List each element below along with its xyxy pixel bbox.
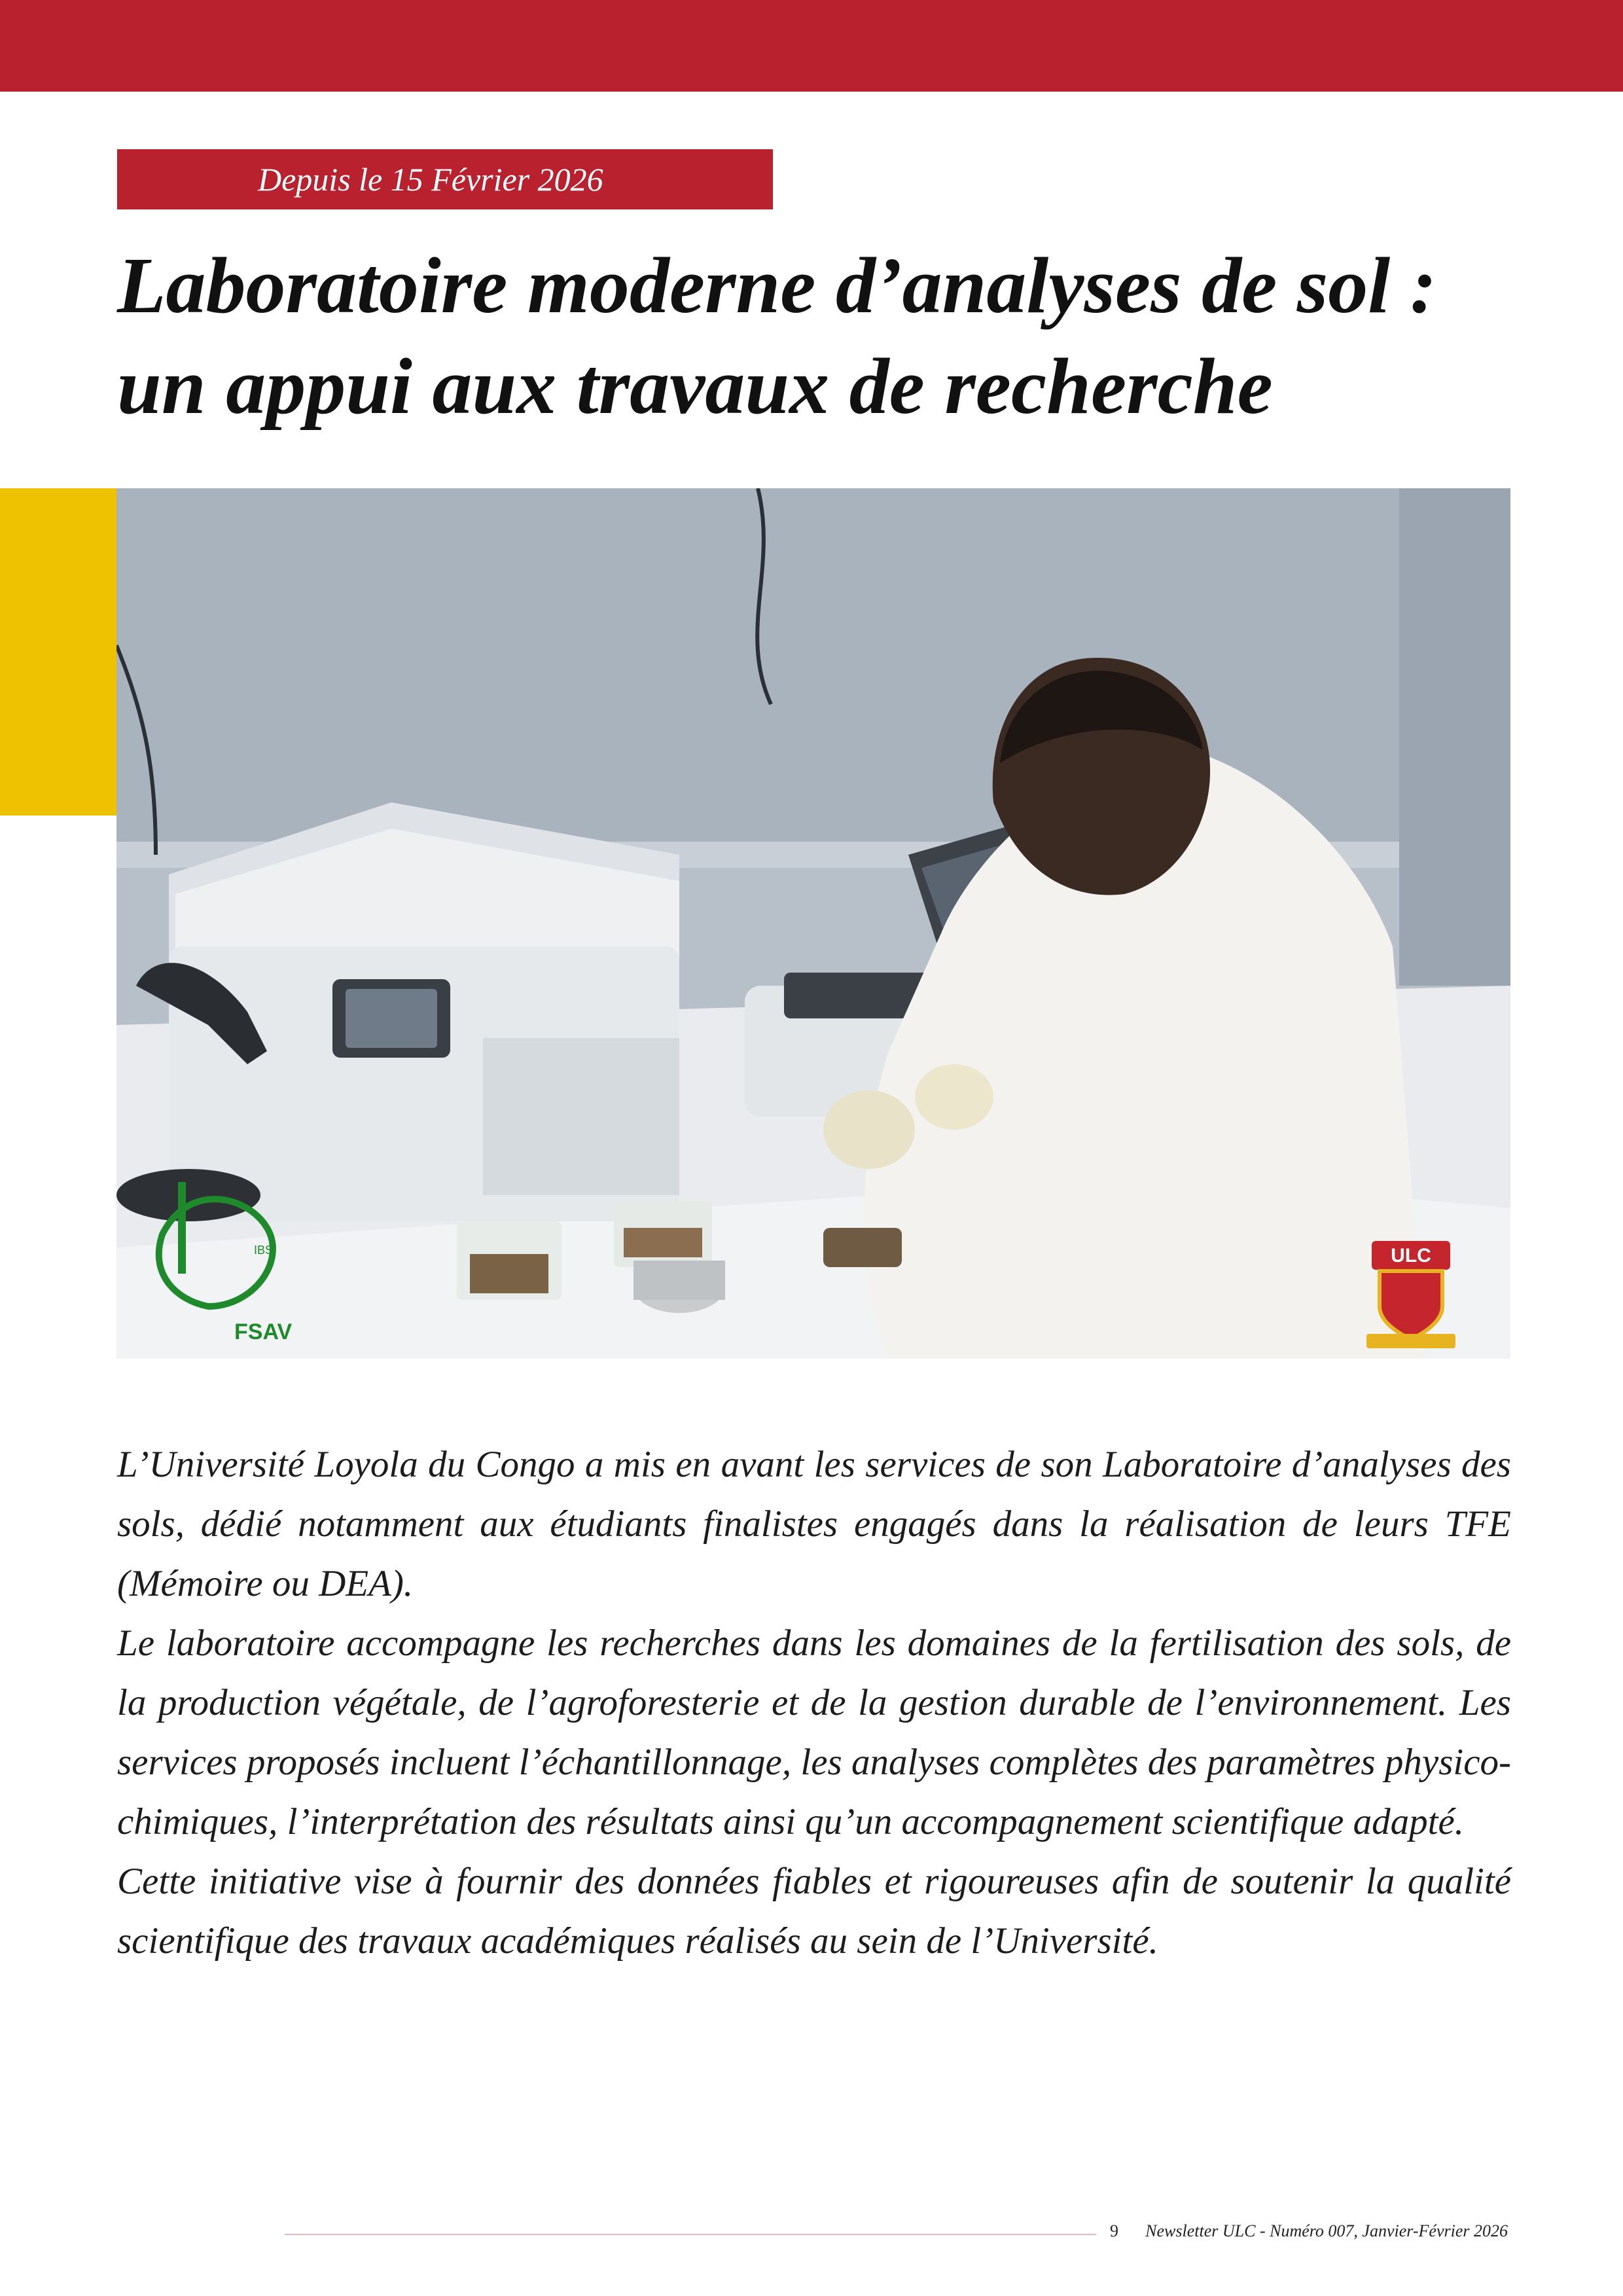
ibs-logo-text: IBS — [254, 1244, 274, 1257]
date-tag: Depuis le 15 Février 2026 — [117, 149, 773, 209]
article-title-line-2: un appui aux travaux de recherche — [117, 342, 1273, 431]
top-red-band — [0, 0, 1623, 92]
article-paragraph-2: Le laboratoire accompagne les recherches dans les domaines de la fertilisation des sols, de la production végétale, de l’agroforesterie et de la gestion durable de l’environnement. Les services proposés incluent l’échantillonnage, les analyses complètes des paramètres physico-chimiques, l’interprétation des résultats ainsi qu’un accompagnement scientifique adapté. — [117, 1623, 1511, 1842]
fsav-logo-text: FSAV — [234, 1319, 293, 1344]
article-body — [117, 1435, 1511, 1971]
yellow-accent-bar — [0, 488, 116, 816]
footer-divider — [285, 2234, 1096, 2235]
article-title — [117, 236, 1524, 437]
lab-photo — [116, 488, 1510, 1359]
article-title-line-1: Laboratoire moderne d’analyses de sol : — [117, 242, 1437, 330]
lab-photo-illustration — [116, 488, 1510, 1359]
page-number: 9 — [1110, 2221, 1118, 2240]
article-paragraph-3: Cette initiative vise à fournir des données fiables et rigoureuses afin de soutenir la qualité scientifique des travaux académiques réalisés au sein de l’Université. — [117, 1861, 1511, 1962]
footer-publication: Newsletter ULC - Numéro 007, Janvier-Février 2026 — [1145, 2221, 1508, 2240]
article-paragraph-1: L’Université Loyola du Congo a mis en avant les services de son Laboratoire d’analyses des sols, dédié notamment aux étudiants finalistes engagés dans la réalisation de leurs TFE (Mémoire ou DEA). — [117, 1444, 1511, 1604]
ulc-logo-text: ULC — [1391, 1245, 1431, 1266]
